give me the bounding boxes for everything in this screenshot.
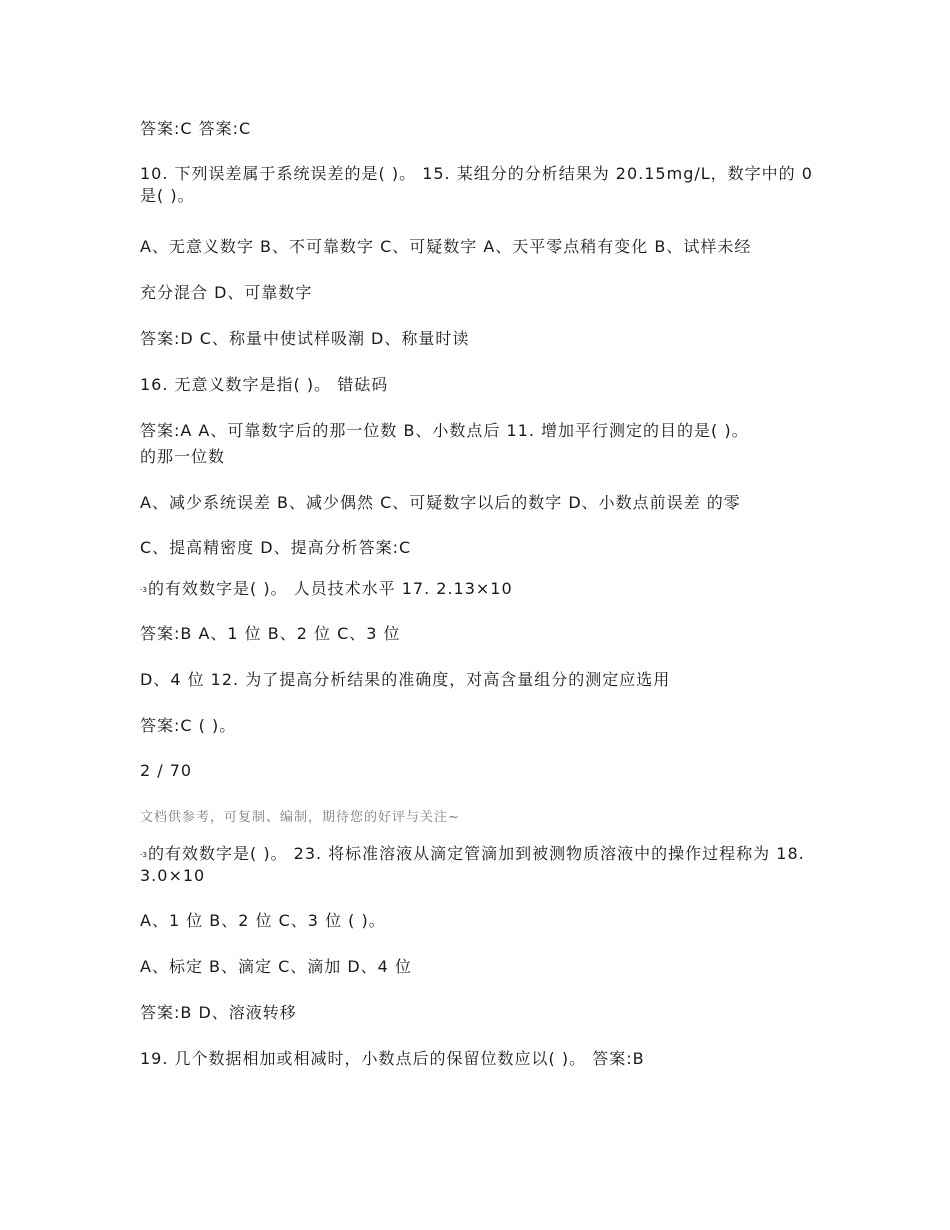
text-line: 答案:B A、1 位 B、2 位 C、3 位 <box>140 624 401 643</box>
superscript-exponent: -3 <box>140 851 147 859</box>
text-line: 16. 无意义数字是指( )。 错砝码 <box>140 375 389 394</box>
footer-note: 文档供参考，可复制、编制，期待您的好评与关注~ <box>140 810 460 825</box>
text-line: 答案:D C、称量中使试样吸潮 D、称量时读 <box>140 329 470 348</box>
text-line <box>140 843 820 866</box>
text-line: 10. 下列误差属于系统误差的是( )。 15. 某组分的分析结果为 20.15mg/L，数字中的 0 是( )。 <box>140 164 813 205</box>
text-line: 答案:C 答案:C <box>140 119 252 138</box>
text-line: A、无意义数字 B、不可靠数字 C、可疑数字 A、天平零点稍有变化 B、试样未经 <box>140 237 752 256</box>
text-line: 19. 几个数据相加或相减时，小数点后的保留位数应以( )。 答案:B <box>140 1049 645 1068</box>
text-line: A、减少系统误差 B、减少偶然 C、可疑数字以后的数字 D、小数点前误差 的零 <box>140 493 741 512</box>
text-line: 答案:C ( )。 <box>140 716 237 735</box>
text-line: 3.0×10 <box>140 866 206 885</box>
text-line: A、标定 B、滴定 C、滴加 D、4 位 <box>140 957 412 976</box>
text-line: C、提高精密度 D、提高分析答案:C <box>140 538 412 557</box>
text-line: D、4 位 12. 为了提高分析结果的准确度，对高含量组分的测定应选用 <box>140 670 671 689</box>
text-span: 的有效数字是( )。 23. 将标准溶液从滴定管滴加到被测物质溶液中的操作过程称为 18. <box>147 844 805 863</box>
text-line: 答案:A A、可靠数字后的那一位数 B、小数点后 11. 增加平行测定的目的是( )。 <box>140 421 749 440</box>
text-line: A、1 位 B、2 位 C、3 位 ( )。 <box>140 911 386 930</box>
page-number: 2 / 70 <box>140 761 193 780</box>
text-line: 答案:B D、溶液转移 <box>140 1003 297 1022</box>
text-span: 的有效数字是( )。 人员技术水平 17. 2.13×10 <box>147 579 513 598</box>
superscript-exponent: -3 <box>140 586 147 594</box>
text-line: 的那一位数 <box>140 447 226 466</box>
text-line: 充分混合 D、可靠数字 <box>140 283 313 302</box>
text-line <box>140 578 820 601</box>
